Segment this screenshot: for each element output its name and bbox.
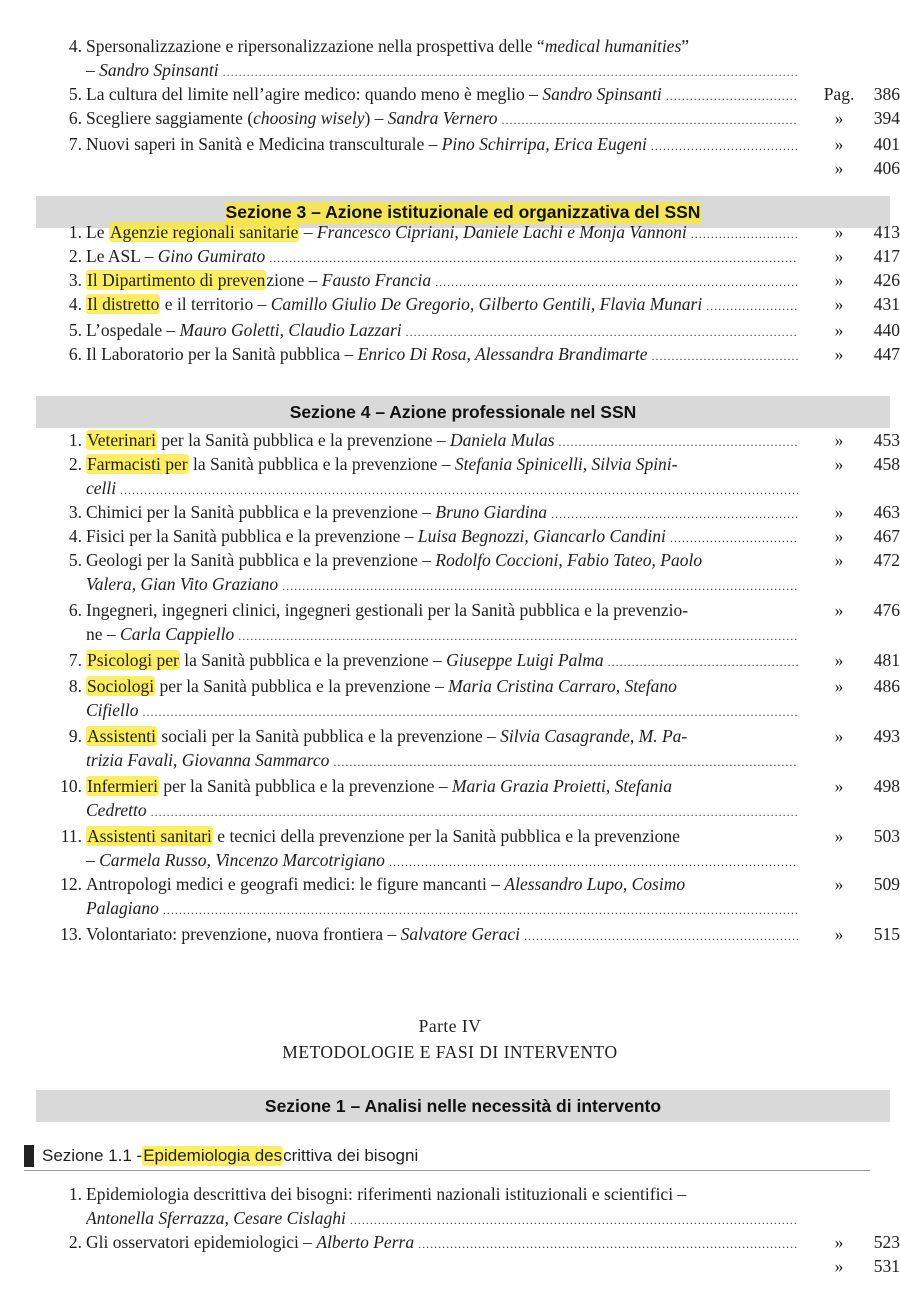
- entry-author: Mauro Goletti, Claudio Lazzari: [179, 320, 402, 340]
- entry-author: Carla Cappiello: [120, 624, 235, 644]
- entry-author: Valera, Gian Vito Graziano: [86, 574, 279, 594]
- highlighted-text: Veterinari: [87, 430, 156, 450]
- page-number: 467: [873, 526, 900, 546]
- page-number: 440: [873, 320, 900, 340]
- entry-number: 10.: [60, 776, 82, 796]
- entry-number: 2.: [68, 246, 82, 266]
- entry-author: Cedretto: [86, 800, 147, 820]
- page-number: 503: [873, 826, 900, 846]
- page-number: 509: [873, 874, 900, 894]
- page-number: 458: [873, 454, 900, 474]
- highlighted-text: Il Dipartimento di preven: [87, 270, 266, 290]
- entry-author: Bruno Giardina: [435, 502, 548, 522]
- entry-author: Rodolfo Coccioni, Fabio Tateo, Paolo: [435, 550, 703, 570]
- page-number: 417: [873, 246, 900, 266]
- section-4-header: Sezione 4 – Azione professionale nel SSN: [36, 396, 890, 428]
- page-number: 463: [873, 502, 900, 522]
- page-number: 426: [873, 270, 900, 290]
- entry-number: 5.: [68, 550, 82, 570]
- entry-author: Maria Grazia Proietti, Stefania: [451, 776, 672, 796]
- entry-author: Fausto Francia: [321, 270, 432, 290]
- entry-author: Stefania Spinicelli, Silvia Spini-: [454, 454, 678, 474]
- page-number: 498: [873, 776, 900, 796]
- section-1-header: Sezione 1 – Analisi nelle necessità di intervento: [36, 1090, 890, 1122]
- page-number: 431: [873, 294, 900, 314]
- entry-author: celli: [86, 478, 117, 498]
- part-title: METODOLOGIE E FASI DI INTERVENTO: [282, 1042, 618, 1062]
- page-number: 453: [873, 430, 900, 450]
- entry-author: trizia Favali, Giovanna Sammarco: [86, 750, 330, 770]
- entry-number: 13.: [60, 924, 82, 944]
- highlighted-text: Assistenti: [87, 726, 157, 746]
- entry-number: 9.: [68, 726, 82, 746]
- entry-author: Camillo Giulio De Gregorio, Gilberto Gentili, Flavia Munari: [270, 294, 703, 314]
- entry-author: Daniela Mulas: [450, 430, 555, 450]
- highlighted-text: Farmacisti per: [87, 454, 188, 474]
- entry-number: 12.: [60, 874, 82, 894]
- page-number: 486: [873, 676, 900, 696]
- highlighted-text: Agenzie regionali sanitarie: [109, 222, 299, 242]
- entry-number: 2.: [68, 454, 82, 474]
- entry-number: 6.: [68, 600, 82, 620]
- entry-number: 5.: [68, 320, 82, 340]
- toc-page: 4. Spersonalizzazione e ripersonalizzazione nella prospettiva delle “medical humanities” – Sandro Spinsanti ..... 5. La cultura del limite nell’agire medico: quando meno è meglio – Sandro Spinsanti ..... Pag. 386 6. Scegliere saggiamente (choosing wisely) – Sandra Vernero ..... » 394 7. Nuovi saperi in Sanità e Medicina transculturale – Pino Schirripa, Erica Eugeni ..... » 401 » 406 Sezione 3 – Azione istituzionale ed organizzativa del SSN 1. Le Agenzie regionali sanitarie – Francesco Cipriani, Daniele Lachi e Monja Vannoni ..... » 413 2. Le ASL – Gino Gumirato ..... » 417 3. Il Dipartimento di prevenzione – Fausto Francia ..... » 426 4. Il distretto e il territorio – Camillo Giulio De Gregorio, Gilberto Gentili, Flavia Munari ..... » 431 5. L’ospedale – Mauro Goletti, Claudio Lazzari ..... » 440 6. Il Laboratorio per la Sanità pubblica – Enrico Di Rosa, Alessandra Brandimarte ..... » 447 Sezione 4 – Azione professionale nel SSN 1. Veterinari per la Sanità pubblica e la prevenzione – Daniela Mulas ..... » 453 2. Farmacisti per la Sanità pubblica e la prevenzione – Stefania Spinicelli, Silvia Spini- celli ..... » 458 3. Chimici per la Sanità pubblica e la prevenzione – Bruno Giardina ..... » 463 4. Fisici per la Sanità pubblica e la prevenzione – Luisa Begnozzi, Giancarlo Candini ..... » 467 5. Geologi per la Sanità pubblica e la prevenzione – Rodolfo Coccioni, Fabio Tateo, Paolo Valera, Gian Vito Graziano ..... » 472 6. Ingegneri, ingegneri clinici, ingegneri gestionali per la Sanità pubblica e la prevenzio- ne – Carla Cappiello ..... » 476 7. Psicologi per la Sanità pubblica e la prevenzione – Giuseppe Luigi Palma ..... » 481 8. Sociologi per la Sanità pubblica e la prevenzione – Maria Cristina Carraro, Stefano Cifiello ..... » 486 9. Assistenti sociali per la Sanità pubblica e la prevenzione – Silvia Casagrande, M. Pa- trizia Favali, Giovanna Sammarco ..... » 493 10. Infermieri per la Sanità pubblica e la prevenzione – Maria Grazia Proietti, Stefania Cedretto ..... » 498 11. Assistenti sanitari e tecnici della prevenzione per la Sanità pubblica e la prevenzione – Carmela Russo, Vincenzo Marcotrigiano ..... » 503 12. Antropologi medici e geografi medici: le figure mancanti – Alessandro Lupo, Cosimo Palagiano ..... » 509 13. Volontariato: prevenzione, nuova frontiera – Salvatore Geraci ..... » 515 Parte IV METODOLOGIE E FASI DI INTERVENTO Sezione 1 – Analisi nelle necessità di intervento Sezione 1.1 - Epidemiologia des crittiva dei bisogni 1. Epidemiologia descrittiva dei bisogni: riferimenti nazionali istituzionali e scientifici – Antonella Sferrazza, Cesare Cislaghi ..... » 523 2. Gli osservatori epidemiologici – Alberto Perra ..... » 531: [0, 0, 900, 1304]
- entry-number: 3.: [68, 270, 82, 290]
- page-number: 481: [873, 650, 900, 670]
- entry-author: Alessandro Lupo, Cosimo: [504, 874, 686, 894]
- entry-number: 1.: [68, 222, 82, 242]
- page-number: 386: [873, 84, 900, 104]
- page-number: 413: [873, 222, 900, 242]
- page-number: 447: [873, 344, 900, 364]
- entry-number: 4.: [68, 526, 82, 546]
- part-label: Parte IV: [418, 1016, 482, 1036]
- entry-author: Palagiano: [86, 898, 159, 918]
- entry-author: Maria Cristina Carraro, Stefano: [448, 676, 677, 696]
- entry-author: Cifiello: [86, 700, 139, 720]
- entry-author: Giuseppe Luigi Palma: [446, 650, 604, 670]
- entry-author: Luisa Begnozzi, Giancarlo Candini: [417, 526, 666, 546]
- highlighted-text: Assistenti sanitari: [87, 826, 212, 846]
- entry-number: 7.: [68, 650, 82, 670]
- highlighted-text: Sociologi: [87, 676, 155, 696]
- page-number: 472: [873, 550, 900, 570]
- highlighted-text: Infermieri: [87, 776, 158, 796]
- entry-author: – Sandro Spinsanti: [86, 60, 219, 80]
- entry-number: 3.: [68, 502, 82, 522]
- section-3-header: Sezione 3 – Azione istituzionale ed organizzativa del SSN: [36, 196, 890, 228]
- entry-number: 1.: [68, 430, 82, 450]
- entry-author: Gino Gumirato: [157, 246, 266, 266]
- entry-author: Francesco Cipriani, Daniele Lachi e Monja Vannoni: [316, 222, 687, 242]
- entry-author: Enrico Di Rosa, Alessandra Brandimarte: [357, 344, 648, 364]
- entry-author: Salvatore Geraci: [400, 924, 520, 944]
- page-number: 493: [873, 726, 900, 746]
- page-number: 515: [873, 924, 900, 944]
- entry-number: 6.: [68, 344, 82, 364]
- entry-author: Silvia Casagrande, M. Pa-: [500, 726, 688, 746]
- entry-number: 4.: [68, 294, 82, 314]
- entry-author: – Carmela Russo, Vincenzo Marcotrigiano: [86, 850, 385, 870]
- entry-number: 8.: [68, 676, 82, 696]
- subsection-header: Sezione 1.1 - Epidemiologia des crittiva dei bisogni: [24, 1142, 870, 1171]
- page-number: 476: [873, 600, 900, 620]
- section-marker-icon: [24, 1145, 34, 1167]
- highlighted-text: Il distretto: [87, 294, 160, 314]
- entry-number: 4.: [68, 36, 82, 56]
- highlighted-text: Psicologi per: [87, 650, 179, 670]
- entry-number: 11.: [60, 826, 82, 846]
